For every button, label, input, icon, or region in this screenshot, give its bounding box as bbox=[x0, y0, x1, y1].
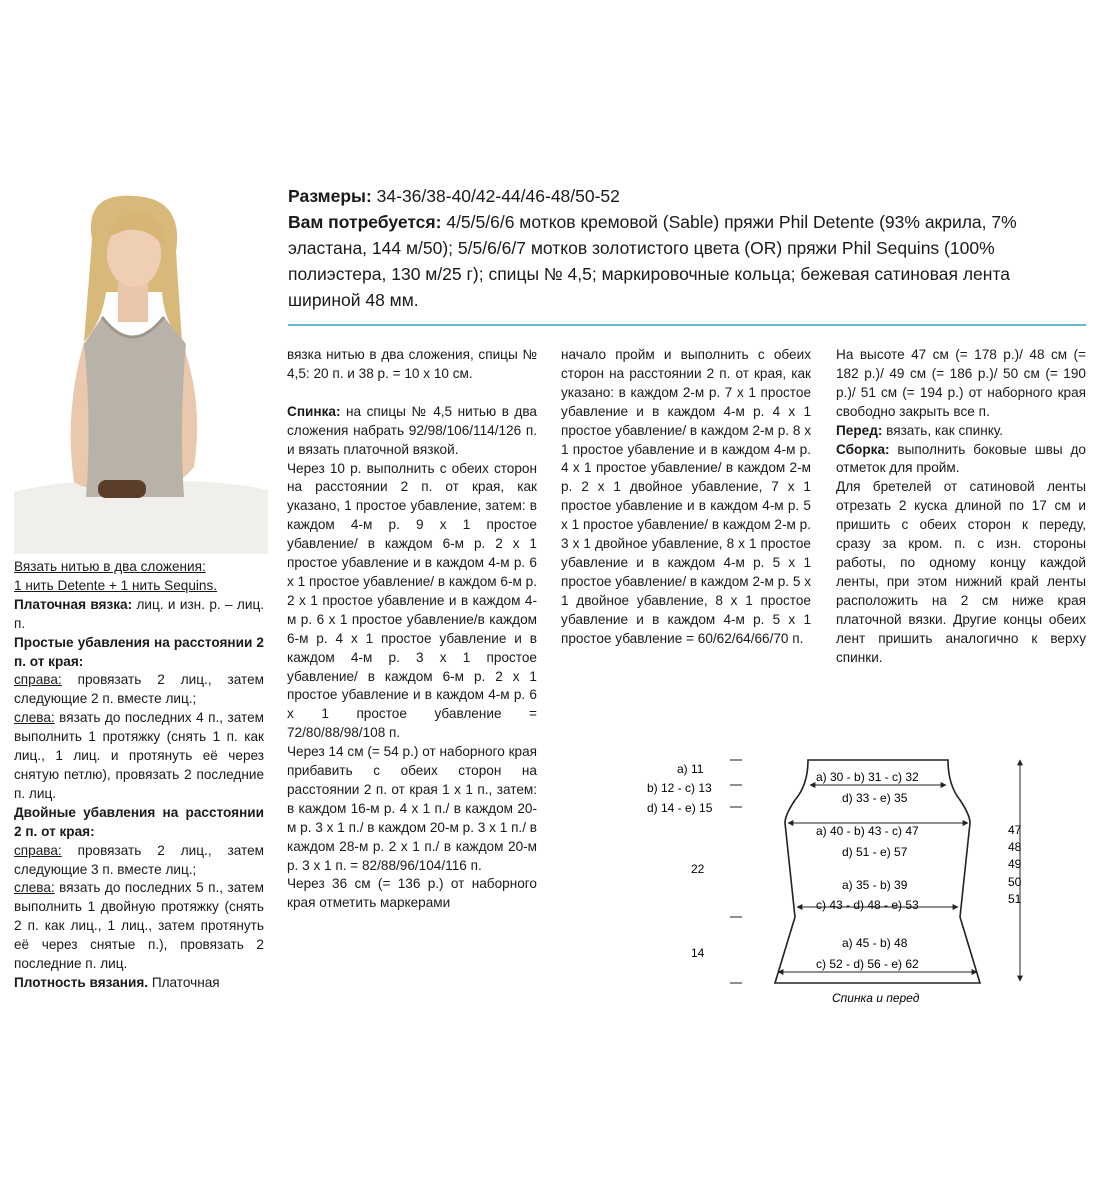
label-a11: a) 11 bbox=[677, 762, 704, 776]
text-column-3: начало пройм и выполнить с обеих сторон на расстоянии 2 п. от края, как указано: в каждом 2-м р. 7 х 1 простое убавление и в каждом 4-м р. 4 х 1 простое убавление/ в каждом 2-м р. 8 х 1 простое убавление и в каждом 4-м р. 4 х 1 простое убавление/ в каждом 2-м р. 2 х 1 двойное убавление, 7 х 1 простое убавление и в каждом 4-м р. 5 х 1 простое убавление/ в каждом 2-м р. 3 х 1 двойное убавление, 8 х 1 простое убавление и в каждом 4-м р. 5 х 1 простое убавление/ в каждом 2-м р. 5 х 1 двойное убавление, 8 х 1 простое убавление и в каждом 4-м р. 5 х 1 простое убавление = 60/62/64/66/70 п. bbox=[561, 347, 811, 646]
height-48: 48 bbox=[1008, 840, 1022, 854]
height-50: 50 bbox=[1008, 875, 1022, 889]
materials-line: Вам потребуется: 4/5/5/6/6 мотков кремовой (Sable) пряжи Phil Detente (93% акрила, 7% эластана, 144 м/50); 5/5/6/6/7 мотков золотистого цвета (OR) пряжи Phil Sequins (100% полиэстера, 130 м/25 г); спицы № 4,5; маркировочные кольца; бежевая сатиновая лента шириной 48 мм. bbox=[288, 212, 1017, 310]
label-row2a: a) 40 - b) 43 - c) 47 bbox=[816, 824, 919, 838]
label-row4b: c) 52 - d) 56 - e) 62 bbox=[816, 957, 919, 971]
text-column-4: На высоте 47 см (= 178 р.)/ 48 см (= 182 р.)/ 49 см (= 186 р.)/ 50 см (= 190 р.)/ 51 см (= 194 р.) от наборного края свободно закрыть все п. Перед: вязать, как спинку. Сборка: выполнить боковые швы до отметок для пройм. Для бретелей от сатиновой ленты отрезать 2 куска длиной по 17 см и пришить с обеих сторон к переду, сразу за кром. п. с изн. стороны работы, по одному концу каждой ленты, при этом нижний край ленты расположить на 2 см ниже края платочной вязки. Другие концы обеих лент пришить аналогично к верху спинки. bbox=[836, 347, 1086, 665]
schematic-diagram bbox=[630, 745, 1050, 1015]
label-14: 14 bbox=[691, 946, 705, 960]
sizes-line: Размеры: 34-36/38-40/42-44/46-48/50-52 bbox=[288, 186, 620, 206]
label-row3b: c) 43 - d) 48 - e) 53 bbox=[816, 898, 919, 912]
height-49: 49 bbox=[1008, 857, 1022, 871]
model-photo bbox=[14, 192, 268, 554]
pattern-header bbox=[288, 183, 1078, 313]
label-row4a: a) 45 - b) 48 bbox=[842, 936, 908, 950]
header-divider bbox=[288, 324, 1086, 326]
text-column-1: Вязать нитью в два сложения: 1 нить Detente + 1 нить Sequins. Платочная вязка: лиц. и изн. р. – лиц. п. Простые убавления на расстоянии 2 п. от края: справа: провязать 2 лиц., затем следующие 2 п. вместе лиц.; слева: вязать до последних 4 п., затем выполнить 1 протяжку (снять 1 п. как лиц., 1 лиц. и протянуть её через снятую петлю), провязать 2 последние п. лиц. Двойные убавления на расстоянии 2 п. от края: справа: провязать 2 лиц., затем следующие 3 п. вместе лиц.; слева: вязать до последних 5 п., затем выполнить 1 двойную протяжку (снять 2 п. как лиц., 1 лиц., затем протянуть её через снятые п.), провязать 2 последние п. лиц. Плотность вязания. Платочная bbox=[14, 559, 265, 990]
label-row2b: d) 51 - e) 57 bbox=[842, 845, 908, 859]
height-51: 51 bbox=[1008, 892, 1022, 906]
diagram-caption: Спинка и перед bbox=[832, 991, 920, 1005]
height-47: 47 bbox=[1008, 823, 1022, 837]
label-row3a: a) 35 - b) 39 bbox=[842, 878, 908, 892]
label-b12: b) 12 - c) 13 bbox=[647, 781, 712, 795]
text-column-2: вязка нитью в два сложения, спицы № 4,5: 20 п. и 38 р. = 10 х 10 см. Спинка: на спицы № 4,5 нитью в два сложения набрать 92/98/106/114/126 п. и вязать платочной вязкой. Через 10 р. выполнить с обеих сторон на расстоянии 2 п. от края, как указано, 1 простое убавление, затем: в каждом 4-м р. 9 х 1 простое убавление/ в каждом 6-м р. 2 х 1 простое убавление и в каждом 4-м р. 6 х 1 простое убавление/ в каждом 6-м р. 2 х 1 простое убавление и в каждом 4-м р. 6 х 1 простое убавление/в каждом 6-м р. 4 х 1 простое убавление и в каждом 4-м р. 3 х 1 простое убавление/ в каждом 6-м р. 2 х 1 простое убавление и в каждом 4-м р. 6 х 1 простое убавление = 72/80/88/98/108 п. Через 14 см (= 54 р.) от наборного края прибавить с обеих сторон на расстоянии 2 п. от края 1 х 1 п., затем: в каждом 16-м р. 4 х 1 п./ в каждом 20-м р. 3 х 1 п./ в каждом 20-м р. 3 х 1 п./ в каждом 28-м р. 2 х 1 п./ в каждом 20-м р. 3 х 1 п. = 82/88/96/104/116 п. Через 36 см (= 136 р.) от наборного края отметить маркерами bbox=[287, 347, 537, 911]
label-d14: d) 14 - e) 15 bbox=[647, 801, 713, 815]
label-row1b: d) 33 - e) 35 bbox=[842, 791, 908, 805]
label-row1a: a) 30 - b) 31 - c) 32 bbox=[816, 770, 919, 784]
label-22: 22 bbox=[691, 862, 705, 876]
